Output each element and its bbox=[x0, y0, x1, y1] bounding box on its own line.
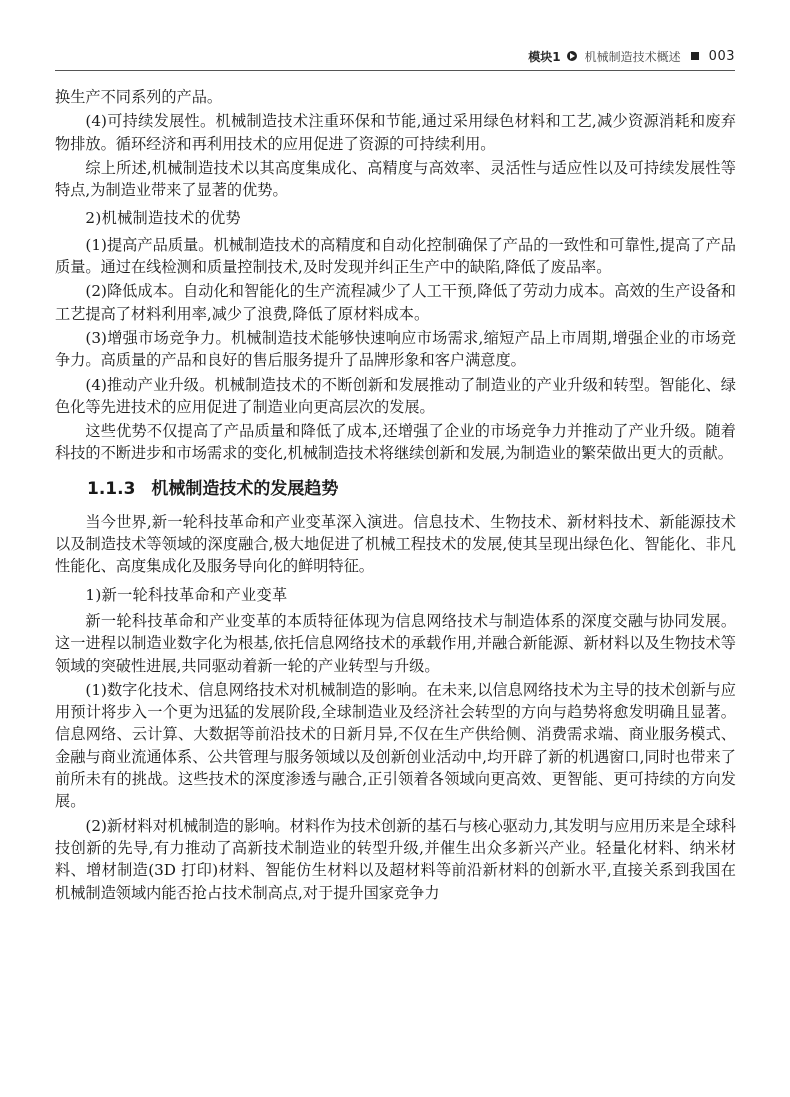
module-label: 模块1 bbox=[528, 49, 561, 64]
chapter-title: 机械制造技术概述 bbox=[584, 49, 681, 64]
page-body bbox=[55, 86, 736, 906]
paragraph: (1)提高产品质量。机械制造技术的高精度和自动化控制确保了产品的一致性和可靠性,提高了产品质量。通过在线检测和质量控制技术,及时发现并纠正生产中的缺陷,降低了废品率。 bbox=[55, 235, 736, 277]
paragraph: (4)推动产业升级。机械制造技术的不断创新和发展推动了制造业的产业升级和转型。智能化、绿色化等先进技术的应用促进了制造业向更高层次的发展。 bbox=[55, 375, 736, 416]
paragraph: 当今世界,新一轮科技革命和产业变革深入演进。信息技术、生物技术、新材料技术、新能源技术以及制造技术等领域的深度融合,极大地促进了机械工程技术的发展,使其呈现出绿色化、智能化、非凡性能化、高度集成化及服务导向化的鲜明特征。 bbox=[55, 512, 736, 576]
subheading-advantages: 2)机械制造技术的优势 bbox=[85, 209, 241, 228]
running-header bbox=[55, 44, 735, 68]
paragraph: 这些优势不仅提高了产品质量和降低了成本,还增强了企业的市场竞争力并推动了产业升级。随着科技的不断进步和市场需求的变化,机械制造技术将继续创新和发展,为制造业的繁荣做出更大的贡献。 bbox=[55, 422, 736, 463]
header-rule bbox=[55, 70, 735, 71]
paragraph: (3)增强市场竞争力。机械制造技术能够快速响应市场需求,缩短产品上市周期,增强企业的市场竞争力。高质量的产品和良好的售后服务提升了品牌形象和客户满意度。 bbox=[55, 328, 736, 370]
paragraph: (2)新材料对机械制造的影响。材料作为技术创新的基石与核心驱动力,其发明与应用历来是全球科技创新的先导,有力推动了高新技术制造业的转型升级,并催生出众多新兴产业。轻量化材料、纳米材料、增材制造(3D 打印)材料、智能仿生材料以及超材料等前沿新材料的创新水平,直接关系到我国在机械制造领域内能否抢占技术制高点,对于提升国家竞争力 bbox=[55, 816, 736, 902]
subheading-revolution: 1)新一轮科技革命和产业变革 bbox=[85, 585, 288, 604]
paragraph: (4)可持续发展性。机械制造技术注重环保和节能,通过采用绿色材料和工艺,减少资源消耗和废弃物排放。循环经济和再利用技术的应用促进了资源的可持续利用。 bbox=[55, 112, 736, 153]
paragraph: 综上所述,机械制造技术以其高度集成化、高精度与高效率、灵活性与适应性以及可持续发展性等特点,为制造业带来了显著的优势。 bbox=[55, 158, 736, 200]
paragraph: 换生产不同系列的产品。 bbox=[55, 88, 223, 106]
section-number: 1.1.3 bbox=[87, 478, 136, 499]
arrow-circle-icon bbox=[567, 51, 577, 61]
page-number: 003 bbox=[708, 48, 735, 64]
square-bullet-icon bbox=[691, 52, 699, 60]
paragraph: (1)数字化技术、信息网络技术对机械制造的影响。在未来,以信息网络技术为主导的技术创新与应用预计将步入一个更为迅猛的发展阶段,全球制造业及经济社会转型的方向与趋势将愈发明确且显著。信息网络、云计算、大数据等前沿技术的日新月异,不仅在生产供给侧、消费需求端、商业服务模式、金融与商业流通体系、公共管理与服务领域以及创新创业活动中,均开辟了新的机遇窗口,同时也带来了前所未有的挑战。这些技术的深度渗透与融合,正引领着各领域向更高效、更智能、更可持续的方向发展。 bbox=[55, 680, 736, 811]
section-title: 机械制造技术的发展趋势 bbox=[151, 478, 339, 499]
paragraph: 新一轮科技革命和产业变革的本质特征体现为信息网络技术与制造体系的深度交融与协同发展。这一进程以制造业数字化为根基,依托信息网络技术的承载作用,并融合新能源、新材料以及生物技术等领域的突破性进展,共同驱动着新一轮的产业转型与升级。 bbox=[55, 611, 736, 675]
section-heading bbox=[55, 477, 736, 501]
paragraph: (2)降低成本。自动化和智能化的生产流程减少了人工干预,降低了劳动力成本。高效的生产设备和工艺提高了材料利用率,减少了浪费,降低了原材料成本。 bbox=[55, 282, 736, 323]
